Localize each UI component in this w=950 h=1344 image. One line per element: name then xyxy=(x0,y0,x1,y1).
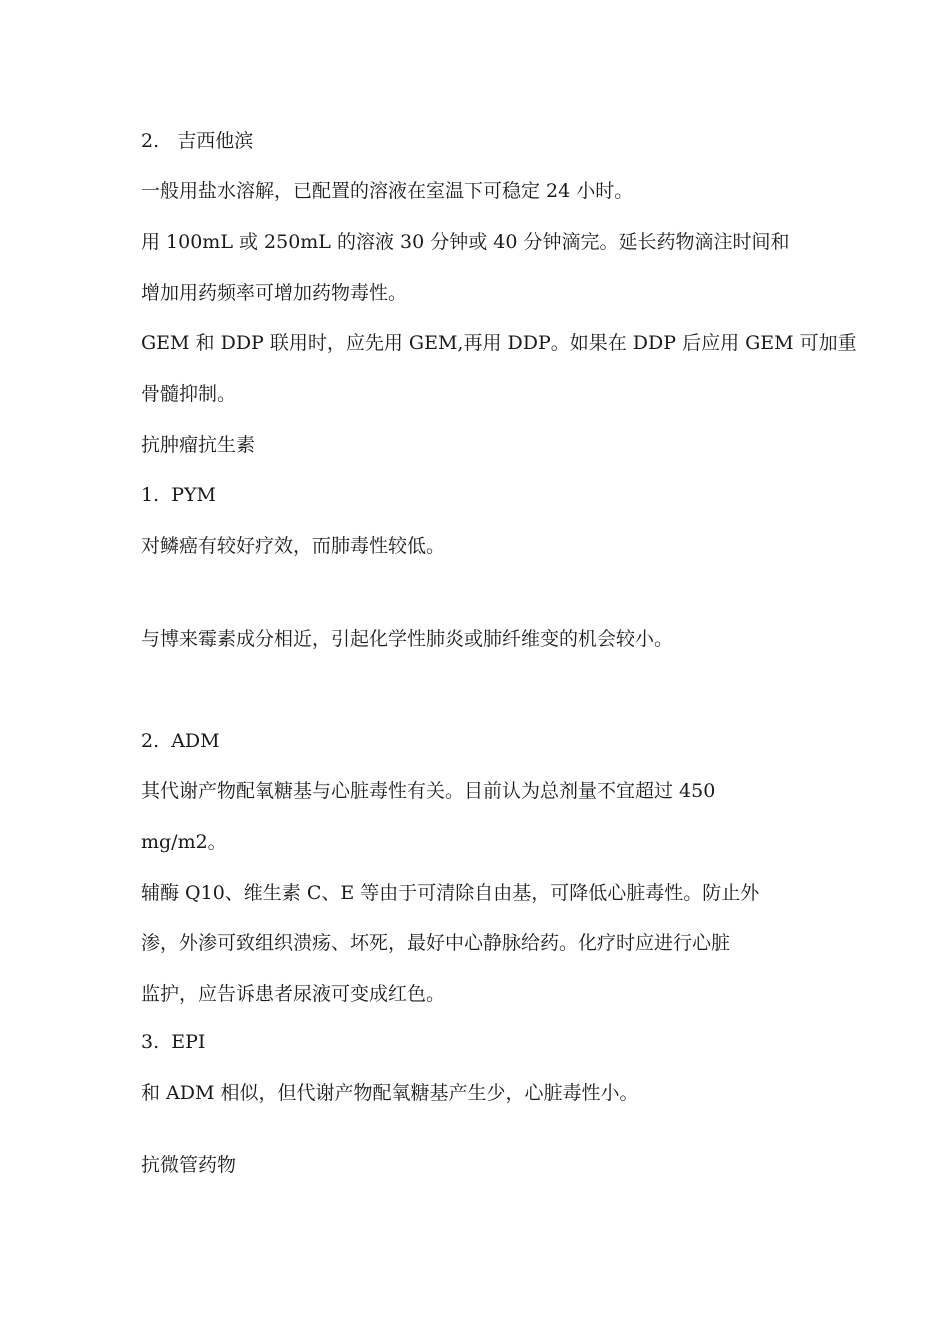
paragraph-line: mg/m2。 xyxy=(141,831,227,853)
section-heading-epi: 3. EPI xyxy=(141,1031,206,1053)
section-heading-adm: 2. ADM xyxy=(141,730,220,752)
section-heading-gemcitabine: 2. 吉西他滨 xyxy=(141,130,254,152)
paragraph-line: 和 ADM 相似，但代谢产物配氧糖基产生少，心脏毒性小。 xyxy=(141,1082,639,1104)
paragraph-line: 其代谢产物配氧糖基与心脏毒性有关。目前认为总剂量不宜超过 450 xyxy=(141,780,716,802)
section-heading-pym: 1. PYM xyxy=(141,484,216,506)
paragraph-line: 一般用盐水溶解，已配置的溶液在室温下可稳定 24 小时。 xyxy=(141,180,634,202)
paragraph-line: 监护，应告诉患者尿液可变成红色。 xyxy=(141,983,446,1005)
section-heading-antimicrotubule-drugs: 抗微管药物 xyxy=(141,1154,237,1176)
paragraph-line: 与博来霉素成分相近，引起化学性肺炎或肺纤维变的机会较小。 xyxy=(141,628,674,650)
paragraph-line: 对鳞癌有较好疗效，而肺毒性较低。 xyxy=(141,535,446,557)
paragraph-line: 辅酶 Q10、维生素 C、E 等由于可清除自由基，可降低心脏毒性。防止外 xyxy=(141,882,760,904)
paragraph-line: GEM 和 DDP 联用时，应先用 GEM,再用 DDP。如果在 DDP 后应用 GEM 可加重 xyxy=(141,332,857,354)
section-heading-antitumor-antibiotics: 抗肿瘤抗生素 xyxy=(141,434,256,456)
paragraph-line: 增加用药频率可增加药物毒性。 xyxy=(141,282,408,304)
paragraph-line: 骨髓抑制。 xyxy=(141,383,237,405)
paragraph-line: 渗，外渗可致组织溃疡、坏死，最好中心静脉给药。化疗时应进行心脏 xyxy=(141,932,731,954)
paragraph-line: 用 100mL 或 250mL 的溶液 30 分钟或 40 分钟滴完。延长药物滴注时间和 xyxy=(141,231,790,253)
